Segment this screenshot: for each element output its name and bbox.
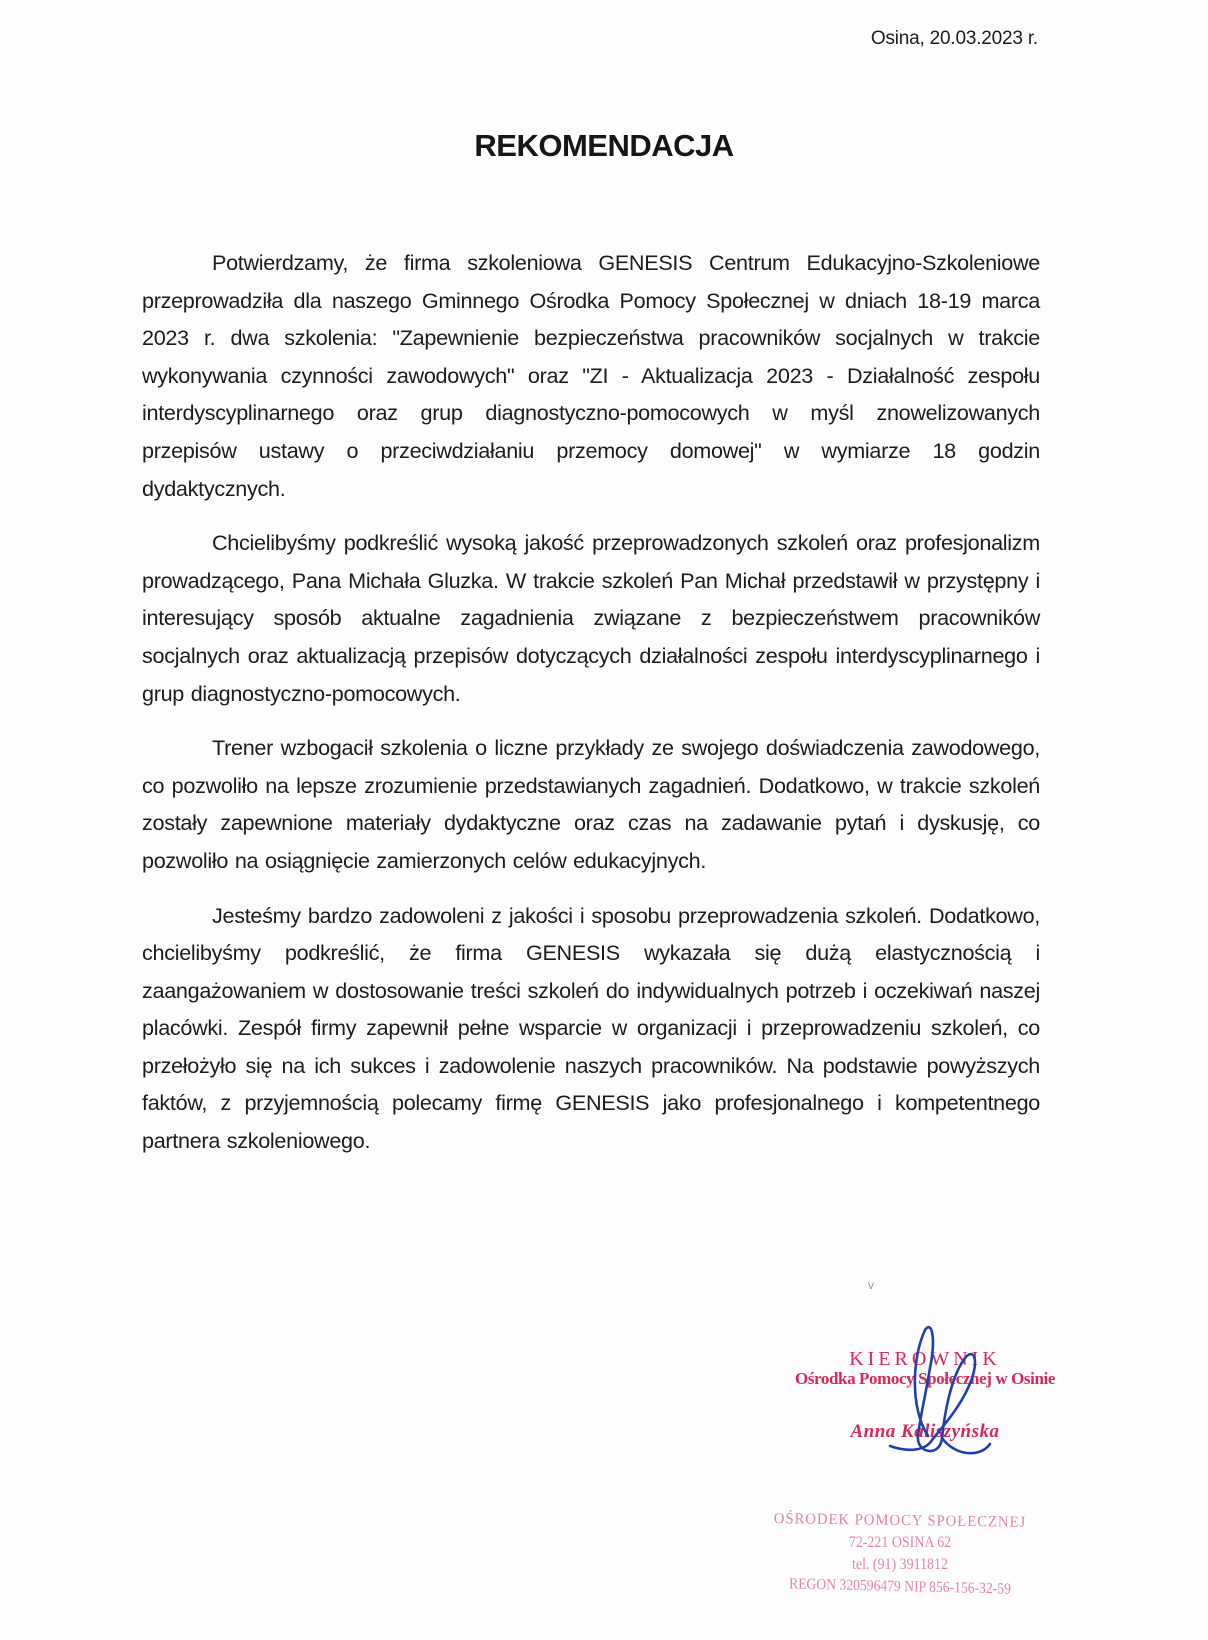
paragraph-trainer: Trener wzbogacił szkolenia o liczne przykłady ze swojego doświadczenia zawodowego, co pozwoliło na lepsze zrozumienie przedstawianych zagadnień. Dodatkowo, w trakcie szkoleń zostały zapewnione materiały dydaktyczne oraz czas na zadawanie pytań i dyskusję, co pozwoliło na osiągnięcie zamierzonych celów edukacyjnych.	[142, 735, 1040, 873]
stamp-address-line: OŚRODEK POMOCY SPOŁECZNEJ	[773, 1510, 1027, 1531]
document-title: REKOMENDACJA	[474, 128, 734, 163]
place-date: Osina, 20.03.2023 r.	[870, 28, 1038, 49]
stamp-organization: Ośrodka Pomocy Społecznej w Osinie	[795, 1369, 1055, 1388]
stamp-address-line: tel. (91) 3911812	[852, 1556, 948, 1573]
stamp-address-line: REGON 320596479 NIP 856-156-32-59	[788, 1575, 1012, 1598]
paragraph-satisfaction: Jesteśmy bardzo zadowoleni z jakości i sposobu przeprowadzenia szkoleń. Dodatkowo, chcielibyśmy podkreślić, że firma GENESIS wykazała się dużą elastycznością i zaangażowaniem w dostosowanie treści szkoleń do indywidualnych potrzeb i oczekiwań naszej placówki. Zespół firmy zapewnił pełne wsparcie w organizacji i przeprowadzeniu szkoleń, co przełożyło się na ich sukces i zadowolenie naszych pracowników. Na podstawie powyższych faktów, z przyjemnością polecamy firmę GENESIS jako profesjonalnego i kompetentnego partnera szkoleniowego.	[142, 902, 1040, 1154]
paragraph-quality: Chcielibyśmy podkreślić wysoką jakość przeprowadzonych szkoleń oraz profesjonalizm prowadzącego, Pana Michała Gluzka. W trakcie szkoleń Pan Michał przedstawił w przystępny i interesujący sposób aktualne zagadnienia związane z bezpieczeństwem pracowników socjalnych oraz aktualizacją przepisów dotyczących działalności zespołu interdyscyplinarnego i grup diagnostyczno-pomocowych.	[142, 530, 1040, 706]
signature-stamp	[780, 1348, 1070, 1443]
stamp-address-line: 72-221 OSINA 62	[848, 1534, 952, 1551]
stamp-role: KIEROWNIK	[849, 1348, 1001, 1370]
address-stamp	[720, 1510, 1080, 1598]
paragraph-confirmation: Potwierdzamy, że firma szkoleniowa GENESIS Centrum Edukacyjno-Szkoleniowe przeprowadziła dla naszego Gminnego Ośrodka Pomocy Społecznej w dniach 18-19 marca 2023 r. dwa szkolenia: "Zapewnienie bezpieczeństwa pracowników socjalnych w trakcie wykonywania czynności zawodowych" oraz "ZI - Aktualizacja 2023 - Działalność zespołu interdyscyplinarnego oraz grup diagnostyczno-pomocowych w myśl znowelizowanych przepisów ustawy o przeciwdziałaniu przemocy domowej" w wymiarze 18 godzin dydaktycznych.	[142, 250, 1040, 501]
stamp-name: Anna Kaliszyńska	[850, 1421, 1000, 1442]
check-mark-icon: v	[868, 1278, 874, 1292]
letter-body	[142, 244, 1040, 1160]
